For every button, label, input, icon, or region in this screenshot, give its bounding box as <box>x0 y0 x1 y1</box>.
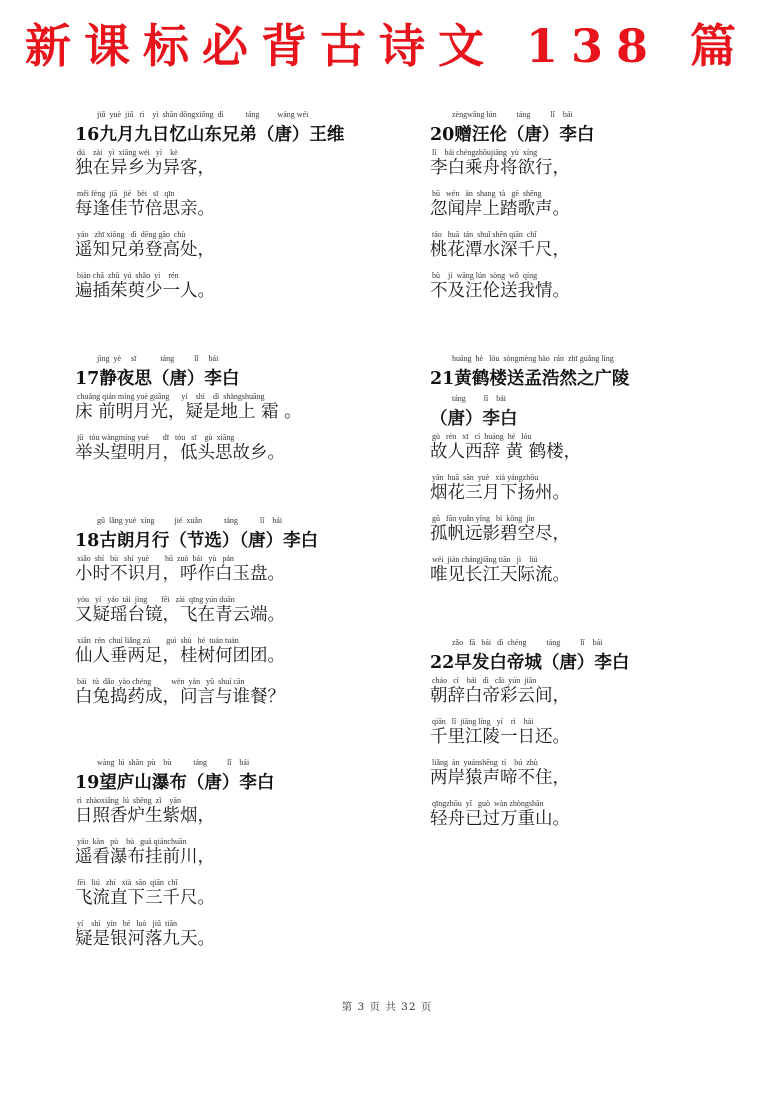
poem-18 <box>75 514 405 718</box>
verse-text: 每逢佳节倍思亲。 <box>75 199 215 219</box>
page-footer: 第 3 页 共 32 页 <box>341 1001 433 1013</box>
verse-pinyin: qīngzhōu yǐ guò wàn zhòngshān <box>432 799 544 808</box>
title-pinyin: gǔ lǎng yuè xíng jié xuǎn táng lǐ bái <box>97 516 283 525</box>
poem-title: 16九月九日忆山东兄弟（唐）王维 <box>75 125 345 145</box>
verse-pinyin: yòu yí yáo tái jìng fēi zài qīng yún duān <box>77 595 235 604</box>
left-column <box>75 0 405 1095</box>
verse-text: 又疑瑶台镜，飞在青云端。 <box>75 605 285 625</box>
poem-title-row <box>75 108 405 148</box>
verse-line <box>430 555 760 596</box>
verse-line <box>75 433 405 474</box>
verse-line <box>75 554 405 595</box>
verse-line <box>75 636 405 677</box>
verse-pinyin: liǎng àn yuánshēng tí bú zhù <box>432 758 538 767</box>
verse-line <box>75 230 405 271</box>
verse-line <box>75 148 405 189</box>
verse-line <box>75 837 405 878</box>
verse-text: 仙人垂两足，桂树何团团。 <box>75 646 285 666</box>
poem-author: （唐）李白 <box>430 409 518 429</box>
poem-title-row <box>430 636 760 676</box>
verse-text: 白兔捣药成，问言与谁餐？ <box>75 687 285 707</box>
verse-pinyin: měi féng jiā jié bèi sī qīn <box>77 189 175 198</box>
verse-text: 李白乘舟将欲行， <box>430 158 570 178</box>
verse-text: 床 前明月光，疑是地上 霜 。 <box>75 402 302 422</box>
verse-line <box>430 189 760 230</box>
verse-line <box>75 392 405 433</box>
poem-17 <box>75 352 405 474</box>
title-pinyin: jiǔ yuè jiǔ rì yì shān dōngxiōng dì táng wáng wéi <box>97 110 309 119</box>
verse-text: 举头望明月，低头思故乡。 <box>75 443 285 463</box>
poem-title: 17静夜思（唐）李白 <box>75 369 240 389</box>
verse-text: 两岸猿声啼不住， <box>430 768 570 788</box>
verse-text: 日照香炉生紫烟， <box>75 806 215 826</box>
poem-title-row <box>75 514 405 554</box>
verse-pinyin: rì zhàoxiāng lú shēng zǐ yān <box>77 796 181 805</box>
poem-16 <box>75 108 405 312</box>
verse-line <box>430 676 760 717</box>
verse-text: 小时不识月，呼作白玉盘。 <box>75 564 285 584</box>
verse-line <box>430 148 760 189</box>
verse-pinyin: gù rén xī cí huáng hè lóu <box>432 432 532 441</box>
verse-line <box>430 271 760 312</box>
title-pinyin: zèngwāng lún táng lǐ bái <box>452 110 573 119</box>
verse-text: 轻舟已过万重山。 <box>430 809 570 829</box>
verse-pinyin: yí shì yín hé luò jiǔ tiān <box>77 919 177 928</box>
verse-line <box>430 432 760 473</box>
verse-text: 遥看瀑布挂前川， <box>75 847 215 867</box>
verse-pinyin: dú zài yì xiāng wéi yì kè <box>77 148 178 157</box>
poem-title-row <box>75 352 405 392</box>
verse-text: 不及汪伦送我情。 <box>430 281 570 301</box>
verse-line <box>430 514 760 555</box>
verse-pinyin: fēi liú zhí xià sān qiān chǐ <box>77 878 178 887</box>
poem-title: 22早发白帝城（唐）李白 <box>430 653 630 673</box>
verse-pinyin: hū wén àn shang tà gē shēng <box>432 189 542 198</box>
verse-pinyin: qiān lǐ jiāng líng yí rì hái <box>432 717 534 726</box>
verse-text: 独在异乡为异客， <box>75 158 215 178</box>
poem-title-row <box>75 756 405 796</box>
verse-pinyin: yáo zhī xiōng dì dēng gāo chù <box>77 230 186 239</box>
poem-subtitle-row <box>430 392 760 432</box>
verse-text: 唯见长江天际流。 <box>430 565 570 585</box>
poem-title-row <box>430 352 760 392</box>
poem-title: 18古朗月行（节选）（唐）李白 <box>75 531 319 551</box>
verse-line <box>75 189 405 230</box>
verse-line <box>75 796 405 837</box>
verse-pinyin: yān huā sān yuè xià yángzhōu <box>432 473 539 482</box>
verse-pinyin: gū fān yuǎn yǐng bì kōng jìn <box>432 514 535 523</box>
verse-line <box>430 717 760 758</box>
verse-text: 桃花潭水深千尺， <box>430 240 570 260</box>
page-title: 新课标必背古诗文 138 篇 <box>24 19 750 73</box>
verse-line <box>75 271 405 312</box>
verse-line <box>75 919 405 960</box>
verse-text: 朝辞白帝彩云间， <box>430 686 570 706</box>
verse-pinyin: jǔ tóu wàngmíng yuè dī tóu sī gù xiāng <box>77 433 235 442</box>
title-pinyin: zǎo fā bái dì chéng táng lǐ bái <box>452 638 603 647</box>
verse-pinyin: wéi jiàn chángjiāng tiān jì liú <box>432 555 538 564</box>
poem-19 <box>75 756 405 960</box>
poem-title: 21黄鹤楼送孟浩然之广陵 <box>430 369 630 389</box>
verse-text: 千里江陵一日还。 <box>430 727 570 747</box>
verse-text: 烟花三月下扬州。 <box>430 483 570 503</box>
verse-line <box>430 473 760 514</box>
verse-line <box>430 799 760 840</box>
subtitle-pinyin: táng lǐ bái <box>452 394 506 403</box>
verse-pinyin: xiǎo shí bù shí yuè hū zuò bái yù pán <box>77 554 234 563</box>
verse-line <box>75 878 405 919</box>
verse-line <box>430 230 760 271</box>
verse-pinyin: chuáng qián míng yuè guāng yí shì dì shàngshuāng <box>77 392 265 401</box>
verse-line <box>75 595 405 636</box>
verse-line <box>430 758 760 799</box>
title-pinyin: huáng hè lóu sòngmèng hào rán zhī guǎng líng <box>452 354 614 363</box>
verse-line <box>75 677 405 718</box>
right-column <box>430 0 760 1095</box>
verse-pinyin: biàn chā zhū yú shǎo yì rén <box>77 271 179 280</box>
title-pinyin: jìng yè sī táng lǐ bái <box>97 354 219 363</box>
verse-pinyin: lǐ bái chéngzhōujiāng yù xíng <box>432 148 538 157</box>
poem-22 <box>430 636 760 840</box>
verse-pinyin: yáo kàn pù bù guà qiánchuān <box>77 837 187 846</box>
title-pinyin: wàng lú shān pù bù táng lǐ bái <box>97 758 250 767</box>
verse-text: 忽闻岸上踏歌声。 <box>430 199 570 219</box>
verse-text: 疑是银河落九天。 <box>75 929 215 949</box>
poem-title-row <box>430 108 760 148</box>
verse-pinyin: bái tù dǎo yào chéng wèn yán yǔ shuí cān <box>77 677 245 686</box>
poem-21 <box>430 352 760 596</box>
verse-text: 遥知兄弟登高处， <box>75 240 215 260</box>
verse-pinyin: bù jí wāng lún sòng wǒ qíng <box>432 271 538 280</box>
poem-title: 20赠汪伦（唐）李白 <box>430 125 595 145</box>
poem-title: 19望庐山瀑布（唐）李白 <box>75 773 275 793</box>
verse-pinyin: xiān rén chuí liǎng zú guì shù hé tuán tuán <box>77 636 239 645</box>
verse-pinyin: táo huā tán shuǐ shēn qiān chǐ <box>432 230 537 239</box>
verse-text: 飞流直下三千尺。 <box>75 888 215 908</box>
poem-20 <box>430 108 760 312</box>
verse-text: 故人西辞 黄 鹤楼， <box>430 442 582 462</box>
verse-text: 遍插茱萸少一人。 <box>75 281 215 301</box>
verse-text: 孤帆远影碧空尽， <box>430 524 570 544</box>
verse-pinyin: cháo cí bái dì cǎi yún jiān <box>432 676 537 685</box>
